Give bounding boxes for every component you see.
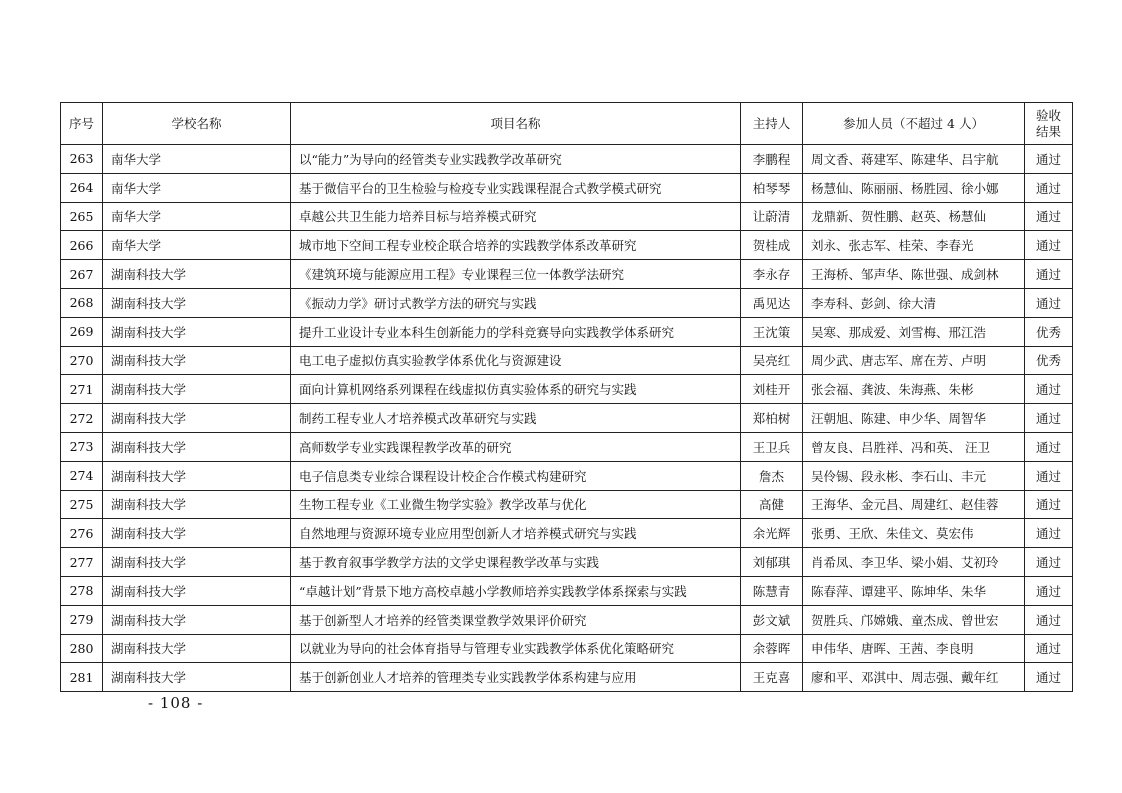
cell-leader: 刘桂开 [741, 375, 803, 404]
cell-no: 266 [61, 231, 103, 260]
cell-project: 高师数学专业实践课程教学改革的研究 [291, 432, 741, 461]
cell-leader: 彭文斌 [741, 605, 803, 634]
cell-members: 王海华、金元昌、周建红、赵佳蓉 [803, 490, 1025, 519]
table-row [61, 634, 1073, 663]
cell-school: 湖南科技大学 [103, 576, 291, 605]
cell-result: 通过 [1025, 461, 1073, 490]
cell-no: 275 [61, 490, 103, 519]
cell-school: 湖南科技大学 [103, 375, 291, 404]
cell-project: 基于微信平台的卫生检验与检疫专业实践课程混合式教学模式研究 [291, 173, 741, 202]
cell-no: 268 [61, 288, 103, 317]
cell-members: 贺胜兵、邝嫦娥、童杰成、曾世宏 [803, 605, 1025, 634]
cell-result: 通过 [1025, 260, 1073, 289]
cell-no: 280 [61, 634, 103, 663]
table-row [61, 260, 1073, 289]
cell-members: 王海桥、邹声华、陈世强、成剑林 [803, 260, 1025, 289]
cell-no: 281 [61, 663, 103, 692]
cell-result: 通过 [1025, 663, 1073, 692]
cell-project: 制药工程专业人才培养模式改革研究与实践 [291, 404, 741, 433]
cell-result: 通过 [1025, 548, 1073, 577]
table-row [61, 288, 1073, 317]
cell-project: 提升工业设计专业本科生创新能力的学科竞赛导向实践教学体系研究 [291, 317, 741, 346]
cell-leader: 王沈策 [741, 317, 803, 346]
cell-school: 湖南科技大学 [103, 317, 291, 346]
cell-no: 278 [61, 576, 103, 605]
cell-leader: 余蓉晖 [741, 634, 803, 663]
cell-leader: 吴亮红 [741, 346, 803, 375]
cell-school: 湖南科技大学 [103, 548, 291, 577]
cell-leader: 王克喜 [741, 663, 803, 692]
cell-result: 通过 [1025, 605, 1073, 634]
cell-no: 267 [61, 260, 103, 289]
cell-leader: 贺桂成 [741, 231, 803, 260]
cell-project: 卓越公共卫生能力培养目标与培养模式研究 [291, 202, 741, 231]
cell-no: 279 [61, 605, 103, 634]
table-row [61, 519, 1073, 548]
table-row [61, 576, 1073, 605]
cell-leader: 郑柏树 [741, 404, 803, 433]
cell-school: 湖南科技大学 [103, 490, 291, 519]
header-no: 序号 [61, 103, 103, 145]
cell-no: 277 [61, 548, 103, 577]
cell-no: 269 [61, 317, 103, 346]
cell-members: 吴伶锡、段永彬、李石山、丰元 [803, 461, 1025, 490]
document-sheet [60, 102, 1072, 692]
table-row [61, 404, 1073, 433]
cell-project: 电子信息类专业综合课程设计校企合作模式构建研究 [291, 461, 741, 490]
cell-result: 优秀 [1025, 346, 1073, 375]
cell-school: 湖南科技大学 [103, 432, 291, 461]
cell-project: 电工电子虚拟仿真实验教学体系优化与资源建设 [291, 346, 741, 375]
cell-project: 生物工程专业《工业微生物学实验》教学改革与优化 [291, 490, 741, 519]
cell-no: 276 [61, 519, 103, 548]
cell-no: 263 [61, 145, 103, 174]
cell-school: 南华大学 [103, 202, 291, 231]
cell-school: 湖南科技大学 [103, 260, 291, 289]
cell-members: 肖希凤、李卫华、梁小娟、艾初玲 [803, 548, 1025, 577]
table-row [61, 202, 1073, 231]
header-result [1025, 103, 1073, 145]
cell-result: 通过 [1025, 519, 1073, 548]
table-row [61, 490, 1073, 519]
cell-leader: 李永存 [741, 260, 803, 289]
cell-no: 270 [61, 346, 103, 375]
cell-leader: 高健 [741, 490, 803, 519]
table-row [61, 173, 1073, 202]
cell-project: 城市地下空间工程专业校企联合培养的实践教学体系改革研究 [291, 231, 741, 260]
cell-members: 张会福、龚波、朱海燕、朱彬 [803, 375, 1025, 404]
cell-school: 湖南科技大学 [103, 404, 291, 433]
cell-leader: 余光辉 [741, 519, 803, 548]
cell-leader: 让蔚清 [741, 202, 803, 231]
cell-result: 通过 [1025, 432, 1073, 461]
cell-leader: 李鹏程 [741, 145, 803, 174]
cell-members: 杨慧仙、陈丽丽、杨胜园、徐小娜 [803, 173, 1025, 202]
cell-project: “卓越计划”背景下地方高校卓越小学教师培养实践教学体系探索与实践 [291, 576, 741, 605]
table-row [61, 317, 1073, 346]
cell-project: 以“能力”为导向的经管类专业实践教学改革研究 [291, 145, 741, 174]
cell-school: 湖南科技大学 [103, 605, 291, 634]
cell-result: 通过 [1025, 375, 1073, 404]
cell-project: 《振动力学》研讨式教学方法的研究与实践 [291, 288, 741, 317]
cell-school: 湖南科技大学 [103, 288, 291, 317]
cell-result: 通过 [1025, 404, 1073, 433]
cell-project: 面向计算机网络系列课程在线虚拟仿真实验体系的研究与实践 [291, 375, 741, 404]
cell-leader: 柏琴琴 [741, 173, 803, 202]
header-project: 项目名称 [291, 103, 741, 145]
cell-no: 271 [61, 375, 103, 404]
cell-project: 基于创新创业人才培养的管理类专业实践教学体系构建与应用 [291, 663, 741, 692]
cell-result: 通过 [1025, 145, 1073, 174]
table-row [61, 231, 1073, 260]
acceptance-table [60, 102, 1073, 692]
table-row [61, 346, 1073, 375]
cell-result: 通过 [1025, 173, 1073, 202]
cell-members: 周文香、蒋建军、陈建华、吕宇航 [803, 145, 1025, 174]
table-row [61, 432, 1073, 461]
cell-school: 南华大学 [103, 145, 291, 174]
cell-school: 湖南科技大学 [103, 461, 291, 490]
cell-members: 李寿科、彭剑、徐大清 [803, 288, 1025, 317]
cell-members: 龙鼎新、贺性鹏、赵英、杨慧仙 [803, 202, 1025, 231]
cell-project: 基于创新型人才培养的经管类课堂教学效果评价研究 [291, 605, 741, 634]
cell-school: 湖南科技大学 [103, 663, 291, 692]
table-row [61, 145, 1073, 174]
table-header-row [61, 103, 1073, 145]
page-number: - 108 - [148, 694, 204, 712]
cell-no: 274 [61, 461, 103, 490]
cell-project: 自然地理与资源环境专业应用型创新人才培养模式研究与实践 [291, 519, 741, 548]
cell-school: 南华大学 [103, 231, 291, 260]
cell-leader: 陈慧青 [741, 576, 803, 605]
header-result-line1: 验收 [1035, 107, 1061, 123]
cell-project: 《建筑环境与能源应用工程》专业课程三位一体教学法研究 [291, 260, 741, 289]
cell-result: 通过 [1025, 288, 1073, 317]
cell-no: 272 [61, 404, 103, 433]
cell-result: 通过 [1025, 202, 1073, 231]
table-row [61, 663, 1073, 692]
table-row [61, 461, 1073, 490]
cell-no: 264 [61, 173, 103, 202]
cell-result: 通过 [1025, 634, 1073, 663]
header-leader: 主持人 [741, 103, 803, 145]
cell-members: 汪朝旭、陈建、申少华、周智华 [803, 404, 1025, 433]
cell-members: 周少武、唐志军、席在芳、卢明 [803, 346, 1025, 375]
table-row [61, 548, 1073, 577]
cell-result: 通过 [1025, 576, 1073, 605]
cell-members: 张勇、王欣、朱佳文、莫宏伟 [803, 519, 1025, 548]
cell-members: 吴寒、那成爱、刘雪梅、邢江浩 [803, 317, 1025, 346]
cell-project: 以就业为导向的社会体育指导与管理专业实践教学体系优化策略研究 [291, 634, 741, 663]
cell-no: 273 [61, 432, 103, 461]
cell-result: 优秀 [1025, 317, 1073, 346]
cell-school: 湖南科技大学 [103, 346, 291, 375]
cell-project: 基于教育叙事学教学方法的文学史课程教学改革与实践 [291, 548, 741, 577]
table-row [61, 375, 1073, 404]
header-members: 参加人员（不超过 4 人） [803, 103, 1025, 145]
cell-no: 265 [61, 202, 103, 231]
cell-school: 湖南科技大学 [103, 634, 291, 663]
cell-leader: 刘郁琪 [741, 548, 803, 577]
cell-members: 陈春萍、谭建平、陈坤华、朱华 [803, 576, 1025, 605]
cell-leader: 禹见达 [741, 288, 803, 317]
cell-members: 廖和平、邓淇中、周志强、戴年红 [803, 663, 1025, 692]
cell-result: 通过 [1025, 231, 1073, 260]
cell-leader: 詹杰 [741, 461, 803, 490]
cell-leader: 王卫兵 [741, 432, 803, 461]
cell-members: 申伟华、唐晖、王茜、李良明 [803, 634, 1025, 663]
cell-school: 湖南科技大学 [103, 519, 291, 548]
table-row [61, 605, 1073, 634]
cell-members: 刘永、张志军、桂荣、李春光 [803, 231, 1025, 260]
cell-result: 通过 [1025, 490, 1073, 519]
header-school: 学校名称 [103, 103, 291, 145]
cell-members: 曾友良、吕胜祥、冯和英、 汪卫 [803, 432, 1025, 461]
cell-school: 南华大学 [103, 173, 291, 202]
header-result-line2: 结果 [1035, 123, 1061, 139]
